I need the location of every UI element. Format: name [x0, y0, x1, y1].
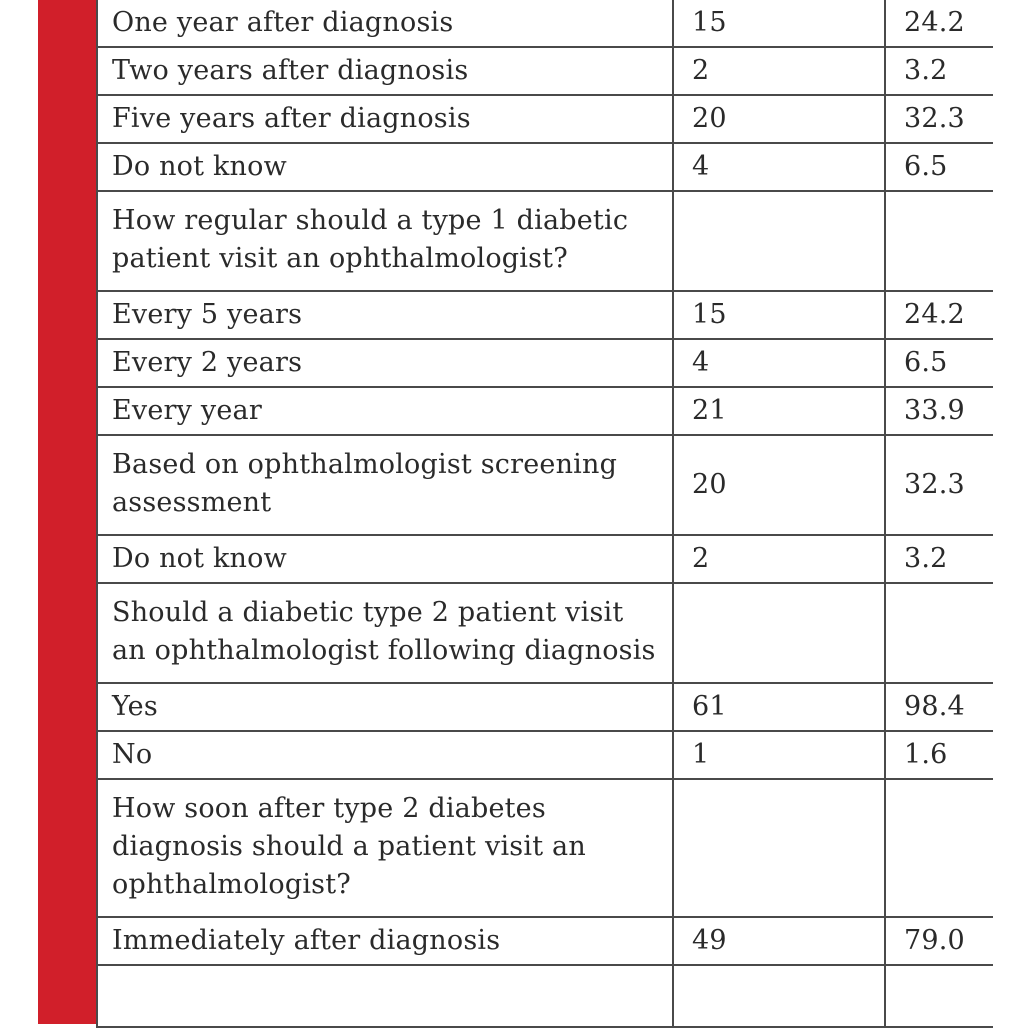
count-cell — [673, 191, 885, 291]
answer-label: Do not know — [97, 535, 673, 583]
percent-cell: 6.5 — [885, 143, 993, 191]
left-accent-bar — [38, 0, 96, 1024]
count-cell: 21 — [673, 387, 885, 435]
question-row — [97, 191, 993, 291]
count-cell: 20 — [673, 95, 885, 143]
table-row — [97, 339, 993, 387]
count-cell: 4 — [673, 339, 885, 387]
percent-cell — [885, 779, 993, 917]
table-row — [97, 0, 993, 47]
percent-cell: 98.4 — [885, 683, 993, 731]
percent-cell: 3.2 — [885, 535, 993, 583]
table-row — [97, 95, 993, 143]
answer-label: Based on ophthalmologist screening assessment — [97, 435, 673, 535]
percent-cell: 33.9 — [885, 387, 993, 435]
answer-label: Every 5 years — [97, 291, 673, 339]
cutoff-cell — [885, 965, 993, 1027]
question-label: How regular should a type 1 diabetic patient visit an ophthalmologist? — [97, 191, 673, 291]
percent-cell: 3.2 — [885, 47, 993, 95]
table-row — [97, 683, 993, 731]
percent-cell: 32.3 — [885, 435, 993, 535]
answer-label: Every year — [97, 387, 673, 435]
count-cell — [673, 779, 885, 917]
percent-cell: 1.6 — [885, 731, 993, 779]
count-cell: 2 — [673, 535, 885, 583]
table-row — [97, 435, 993, 535]
percent-cell: 6.5 — [885, 339, 993, 387]
answer-label: No — [97, 731, 673, 779]
table-row — [97, 47, 993, 95]
count-cell — [673, 583, 885, 683]
answer-label: Two years after diagnosis — [97, 47, 673, 95]
table-row — [97, 291, 993, 339]
count-cell: 2 — [673, 47, 885, 95]
table-row — [97, 143, 993, 191]
cutoff-cell — [97, 965, 673, 1027]
table-row — [97, 917, 993, 965]
percent-cell: 24.2 — [885, 291, 993, 339]
count-cell: 20 — [673, 435, 885, 535]
count-cell: 15 — [673, 0, 885, 47]
answer-label: Do not know — [97, 143, 673, 191]
question-label: Should a diabetic type 2 patient visit an ophthalmologist following diagnosis — [97, 583, 673, 683]
table-row — [97, 535, 993, 583]
table-row-cutoff — [97, 965, 993, 1027]
percent-cell: 79.0 — [885, 917, 993, 965]
answer-label: Yes — [97, 683, 673, 731]
percent-cell: 32.3 — [885, 95, 993, 143]
answer-label: Five years after diagnosis — [97, 95, 673, 143]
count-cell: 15 — [673, 291, 885, 339]
survey-results-table — [96, 0, 993, 1028]
question-row — [97, 583, 993, 683]
question-row — [97, 779, 993, 917]
answer-label: Immediately after diagnosis — [97, 917, 673, 965]
table-row — [97, 387, 993, 435]
cutoff-cell — [673, 965, 885, 1027]
answer-label: One year after diagnosis — [97, 0, 673, 47]
count-cell: 49 — [673, 917, 885, 965]
count-cell: 61 — [673, 683, 885, 731]
table-row — [97, 731, 993, 779]
count-cell: 1 — [673, 731, 885, 779]
question-label: How soon after type 2 diabetes diagnosis should a patient visit an ophthalmologist? — [97, 779, 673, 917]
count-cell: 4 — [673, 143, 885, 191]
percent-cell — [885, 191, 993, 291]
percent-cell: 24.2 — [885, 0, 993, 47]
percent-cell — [885, 583, 993, 683]
answer-label: Every 2 years — [97, 339, 673, 387]
